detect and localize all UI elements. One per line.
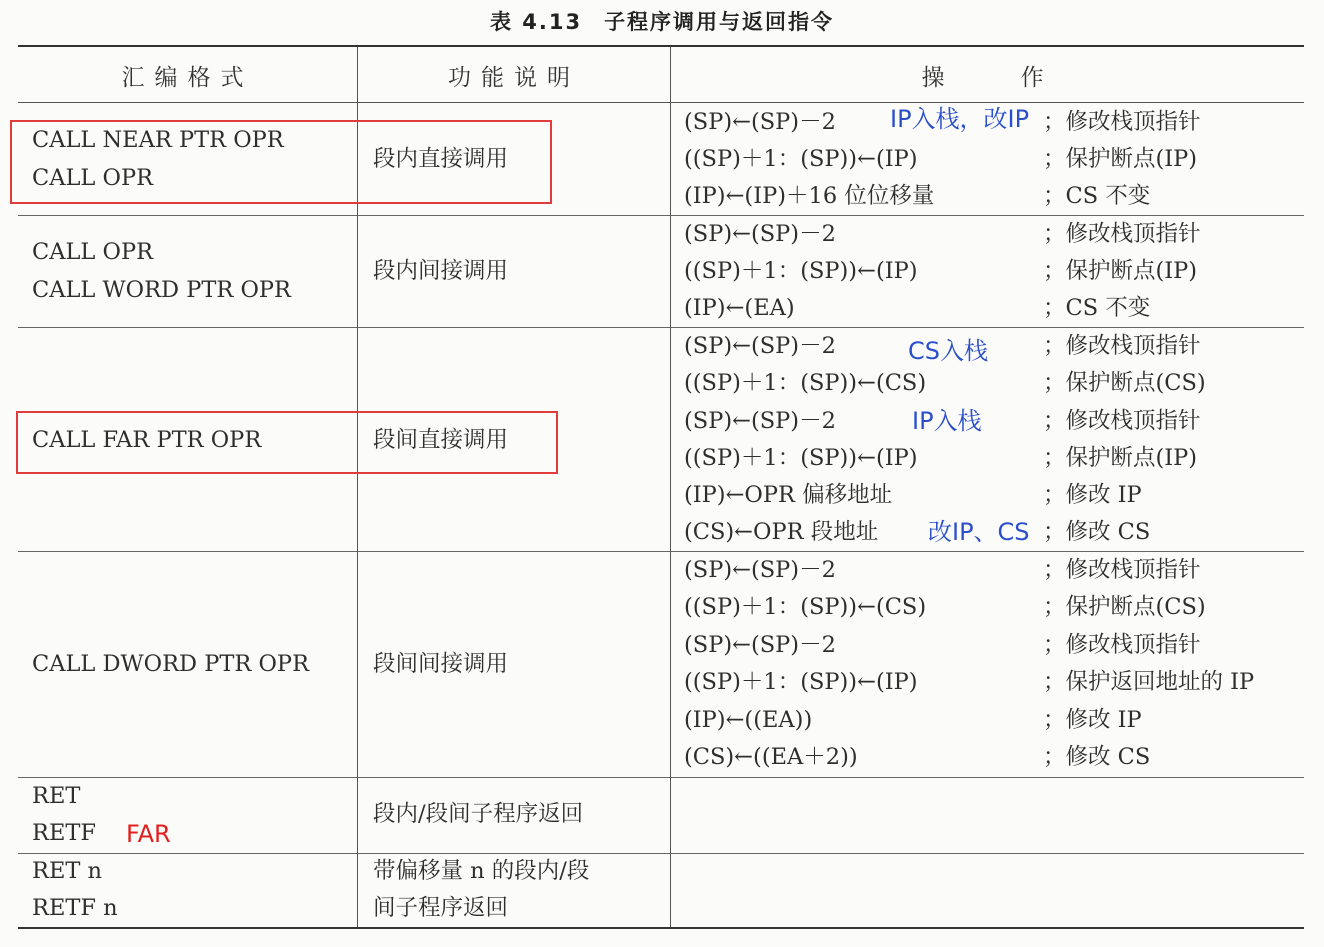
operation-comment: ；CS 不变	[1043, 295, 1151, 321]
operation-comment: ；保护断点(CS)	[1043, 370, 1206, 396]
operation-comment: ；修改栈顶指针	[1043, 632, 1201, 658]
function-description: 段间间接调用	[373, 651, 509, 677]
asm-format: RETF	[32, 820, 96, 846]
operation: ((SP)＋1：(SP))←(CS)	[684, 594, 927, 620]
function-description: 带偏移量 n 的段内/段	[373, 858, 590, 884]
operation: (IP)←((EA))	[684, 707, 813, 733]
operation: ((SP)＋1：(SP))←(IP)	[684, 146, 918, 172]
operation: (SP)←(SP)－2	[684, 333, 836, 359]
operation: ((SP)＋1：(SP))←(IP)	[684, 258, 918, 284]
operation-comment: ；修改 CS	[1043, 519, 1151, 545]
operation: (SP)←(SP)－2	[684, 632, 836, 658]
operation: ((SP)＋1：(SP))←(IP)	[684, 669, 918, 695]
function-description: 段内间接调用	[373, 258, 509, 284]
row-divider	[18, 853, 1304, 854]
header-assembly-format: 汇编格式	[121, 65, 254, 91]
operation: (SP)←(SP)－2	[684, 408, 836, 434]
operation-comment: ；修改栈顶指针	[1043, 109, 1201, 135]
operation-comment: ；修改栈顶指针	[1043, 557, 1201, 583]
operation: (SP)←(SP)－2	[684, 109, 836, 135]
table-number: 表 4.13	[489, 10, 583, 34]
highlight-box-far-call	[16, 411, 558, 474]
asm-format: RET	[32, 783, 81, 809]
operation-comment: ；修改 IP	[1043, 707, 1142, 733]
annotation-ip-push: IP入栈	[912, 407, 982, 435]
table-caption: 子程序调用与返回指令	[604, 10, 835, 34]
operation-comment: ；修改栈顶指针	[1043, 333, 1201, 359]
operation: (IP)←OPR 偏移地址	[684, 482, 893, 508]
asm-format: RETF n	[32, 895, 118, 921]
operation-comment: ；保护断点(IP)	[1043, 445, 1198, 471]
operation-comment: ；修改 IP	[1043, 482, 1142, 508]
function-description: 段内直接调用	[373, 146, 509, 172]
asm-format: CALL WORD PTR OPR	[32, 277, 291, 303]
row-divider	[18, 777, 1304, 778]
operation: (SP)←(SP)－2	[684, 221, 836, 247]
operation: ((SP)＋1：(SP))←(IP)	[684, 445, 918, 471]
annotation-change-ip-cs: 改IP、CS	[928, 518, 1030, 546]
asm-format: CALL DWORD PTR OPR	[32, 651, 310, 677]
top-rule	[18, 45, 1304, 47]
operation: ((SP)＋1：(SP))←(CS)	[684, 370, 927, 396]
operation-comment: ；修改栈顶指针	[1043, 221, 1201, 247]
operation-comment: ；保护断点(IP)	[1043, 258, 1198, 284]
operation-comment: ；修改 CS	[1043, 744, 1151, 770]
asm-format: CALL FAR PTR OPR	[32, 427, 262, 453]
asm-format: CALL NEAR PTR OPR	[32, 127, 284, 153]
annotation-cs-push: CS入栈	[908, 337, 988, 365]
operation: (IP)←(IP)＋16 位位移量	[684, 183, 935, 209]
annotation-far: FAR	[126, 820, 171, 848]
header-rule	[18, 102, 1304, 103]
operation: (CS)←OPR 段地址	[684, 519, 879, 545]
function-description: 段间直接调用	[373, 427, 509, 453]
header-operation: 操 作	[921, 65, 1054, 91]
function-description: 段内/段间子程序返回	[373, 801, 584, 827]
column-divider	[670, 47, 671, 927]
operation-comment: ；CS 不变	[1043, 183, 1151, 209]
header-function-description: 功能说明	[448, 65, 580, 91]
asm-format: CALL OPR	[32, 239, 154, 265]
table-title	[0, 6, 1324, 36]
operation: (CS)←((EA＋2))	[684, 744, 858, 770]
asm-format: RET n	[32, 858, 103, 884]
operation-comment: ；保护断点(CS)	[1043, 594, 1206, 620]
operation-comment: ；保护返回地址的 IP	[1043, 669, 1255, 695]
function-description: 间子程序返回	[373, 895, 509, 921]
operation-comment: ；保护断点(IP)	[1043, 146, 1198, 172]
operation: (SP)←(SP)－2	[684, 557, 836, 583]
bottom-rule	[18, 927, 1304, 929]
asm-format: CALL OPR	[32, 165, 154, 191]
operation-comment: ；修改栈顶指针	[1043, 408, 1201, 434]
highlight-box-near-call	[10, 120, 552, 204]
operation: (IP)←(EA)	[684, 295, 795, 321]
annotation-ip-push-change: IP入栈，改IP	[890, 105, 1030, 133]
